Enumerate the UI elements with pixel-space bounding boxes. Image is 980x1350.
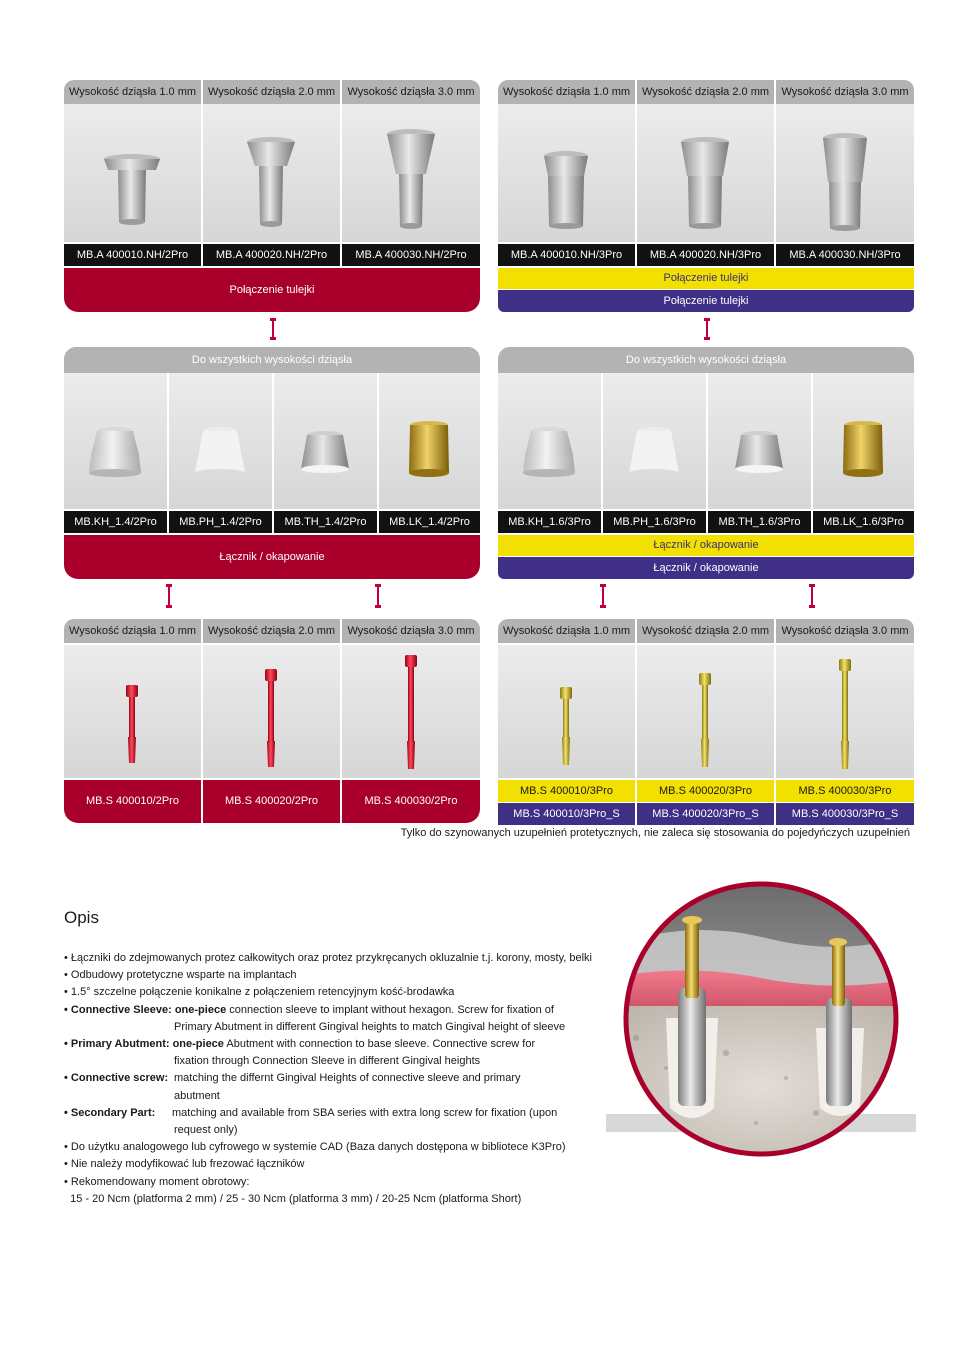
connector-line xyxy=(602,584,604,608)
gingival-height-header: Wysokość dziąsła 1.0 mm xyxy=(64,619,201,643)
sleeve-image-kh xyxy=(498,373,601,509)
sleeve-image-ph xyxy=(169,373,272,509)
term: • Primary Abutment: one-piece xyxy=(64,1038,224,1051)
product-code: MB.A 400010.NH/2Pro xyxy=(64,244,201,266)
gingival-height-header: Wysokość dziąsła 3.0 mm xyxy=(776,619,914,643)
term: • Connective Sleeve: one-piece xyxy=(64,1003,227,1016)
abutment-image xyxy=(637,104,774,242)
bullet-line: • Do użytku analogowego lub cyfrowego w systemie CAD (Baza danych dostępona w bibliotece K3Pro) xyxy=(64,1141,566,1154)
screw-image xyxy=(498,645,635,778)
gingival-height-header: Wysokość dziąsła 2.0 mm xyxy=(203,619,340,643)
connector-band-purple: Łącznik / okapowanie xyxy=(498,557,914,579)
abutment-image xyxy=(342,104,480,242)
product-code: MB.TH_1.4/2Pro xyxy=(274,511,377,533)
all-heights-header: Do wszystkich wysokości dziąsła xyxy=(64,347,480,373)
product-code: MB.PH_1.6/3Pro xyxy=(603,511,706,533)
connector-line xyxy=(811,584,813,608)
product-code: MB.TH_1.6/3Pro xyxy=(708,511,811,533)
connector-line xyxy=(706,318,708,340)
bullet-line xyxy=(64,1105,624,1122)
product-code: MB.S 400020/3Pro xyxy=(637,780,774,802)
bullet-line xyxy=(64,1036,624,1053)
product-code: MB.LK_1.6/3Pro xyxy=(813,511,914,533)
gingival-height-header: Wysokość dziąsła 3.0 mm xyxy=(342,619,480,643)
definition: Abutment with connection to base sleeve. Connective screw for xyxy=(223,1038,536,1051)
product-code: MB.A 400030.NH/2Pro xyxy=(342,244,480,266)
connector-line xyxy=(377,584,379,608)
gingival-height-header: Wysokość dziąsła 2.0 mm xyxy=(637,80,774,104)
gingival-height-header: Wysokość dziąsła 3.0 mm xyxy=(776,80,914,104)
product-code: MB.A 400020.NH/2Pro xyxy=(203,244,340,266)
gingival-height-header: Wysokość dziąsła 2.0 mm xyxy=(203,80,340,104)
connection-sleeve-band-purple: Połączenie tulejki xyxy=(498,290,914,312)
connector-line xyxy=(168,584,170,608)
connector-line xyxy=(272,318,274,340)
bullet-continuation: fixation through Connection Sleeve in different Gingival heights xyxy=(174,1055,481,1068)
screw-image xyxy=(776,645,914,778)
abutment-image xyxy=(498,104,635,242)
screw-image xyxy=(342,645,480,778)
product-code: MB.S 400030/2Pro xyxy=(342,780,480,823)
bullet-line: • 1.5° szczelne połączenie konikalne z połączeniem retencyjnym kość-brodawka xyxy=(64,986,455,999)
bullet-continuation: request only) xyxy=(174,1124,238,1137)
product-code: MB.S 400010/3Pro_S xyxy=(498,803,635,825)
screw-image xyxy=(203,645,340,778)
definition: matching the differnt Gingival Heights of connective sleeve and primary xyxy=(174,1072,521,1085)
connector-band-yellow: Łącznik / okapowanie xyxy=(498,535,914,556)
abutment-image xyxy=(64,104,201,242)
gingival-height-header: Wysokość dziąsła 1.0 mm xyxy=(498,619,635,643)
gingival-height-header: Wysokość dziąsła 1.0 mm xyxy=(498,80,635,104)
sleeve-image-th xyxy=(274,373,377,509)
definition: matching and available from SBA series with extra long screw for fixation (upon xyxy=(172,1106,558,1119)
bullet-line: • Rekomendowany moment obrotowy: xyxy=(64,1175,250,1188)
bullet-line: • Łączniki do zdejmowanych protez całkowitych oraz protez przykręcanych okluzalnie t.j. korony, mosty, belki xyxy=(64,952,592,964)
sleeve-image-kh xyxy=(64,373,167,509)
abutment-image xyxy=(776,104,914,242)
bullet-continuation: Primary Abutment in different Gingival heights to match Gingival height of sleeve xyxy=(174,1020,566,1033)
product-code: MB.S 400010/3Pro xyxy=(498,780,635,802)
bullet-line: • Nie należy modyfikować lub frezować łączników xyxy=(64,1158,305,1171)
description-list xyxy=(64,950,624,1208)
product-code: MB.A 400010.NH/3Pro xyxy=(498,244,635,266)
bullet-line: • Odbudowy protetyczne wsparte na implantach xyxy=(64,969,297,982)
bullet-continuation: abutment xyxy=(174,1089,220,1102)
product-code: MB.S 400030/3Pro_S xyxy=(776,803,914,825)
implant-illustration xyxy=(606,878,916,1160)
product-code: MB.KH_1.6/3Pro xyxy=(498,511,601,533)
product-code: MB.KH_1.4/2Pro xyxy=(64,511,167,533)
product-code: MB.A 400020.NH/3Pro xyxy=(637,244,774,266)
product-code: MB.PH_1.4/2Pro xyxy=(169,511,272,533)
term: • Connective screw: xyxy=(64,1072,169,1085)
bullet-line xyxy=(64,1002,624,1019)
product-code: MB.S 400010/2Pro xyxy=(64,780,201,823)
gingival-height-header: Wysokość dziąsła 2.0 mm xyxy=(637,619,774,643)
screw-image xyxy=(64,645,201,778)
sleeve-image-th xyxy=(708,373,811,509)
all-heights-header: Do wszystkich wysokości dziąsła xyxy=(498,347,914,373)
section-title: Opis xyxy=(64,908,99,927)
sleeve-image-ph xyxy=(603,373,706,509)
product-code: MB.S 400020/3Pro_S xyxy=(637,803,774,825)
sleeve-image-lk xyxy=(379,373,480,509)
usage-note: Tylko do szynowanych uzupełnień protetycznych, nie zaleca się stosowania do pojedyńczych uzupełnień xyxy=(400,827,910,839)
gingival-height-header: Wysokość dziąsła 1.0 mm xyxy=(64,80,201,104)
term: • Secondary Part: xyxy=(64,1106,156,1119)
bullet-line xyxy=(64,1070,624,1087)
product-code: MB.S 400030/3Pro xyxy=(776,780,914,802)
bullet-line: 15 - 20 Ncm (platforma 2 mm) / 25 - 30 Ncm (platforma 3 mm) / 20-25 Ncm (platforma Short) xyxy=(64,1192,522,1205)
connection-sleeve-band-yellow: Połączenie tulejki xyxy=(498,268,914,289)
connector-band: Łącznik / okapowanie xyxy=(64,535,480,579)
gingival-height-header: Wysokość dziąsła 3.0 mm xyxy=(342,80,480,104)
screw-image xyxy=(637,645,774,778)
product-code: MB.S 400020/2Pro xyxy=(203,780,340,823)
connection-sleeve-band: Połączenie tulejki xyxy=(64,268,480,312)
abutment-image xyxy=(203,104,340,242)
sleeve-image-lk xyxy=(813,373,914,509)
product-code: MB.LK_1.4/2Pro xyxy=(379,511,480,533)
definition: connection sleeve to implant without hexagon. Screw for fixation of xyxy=(226,1003,554,1016)
product-code: MB.A 400030.NH/3Pro xyxy=(776,244,914,266)
